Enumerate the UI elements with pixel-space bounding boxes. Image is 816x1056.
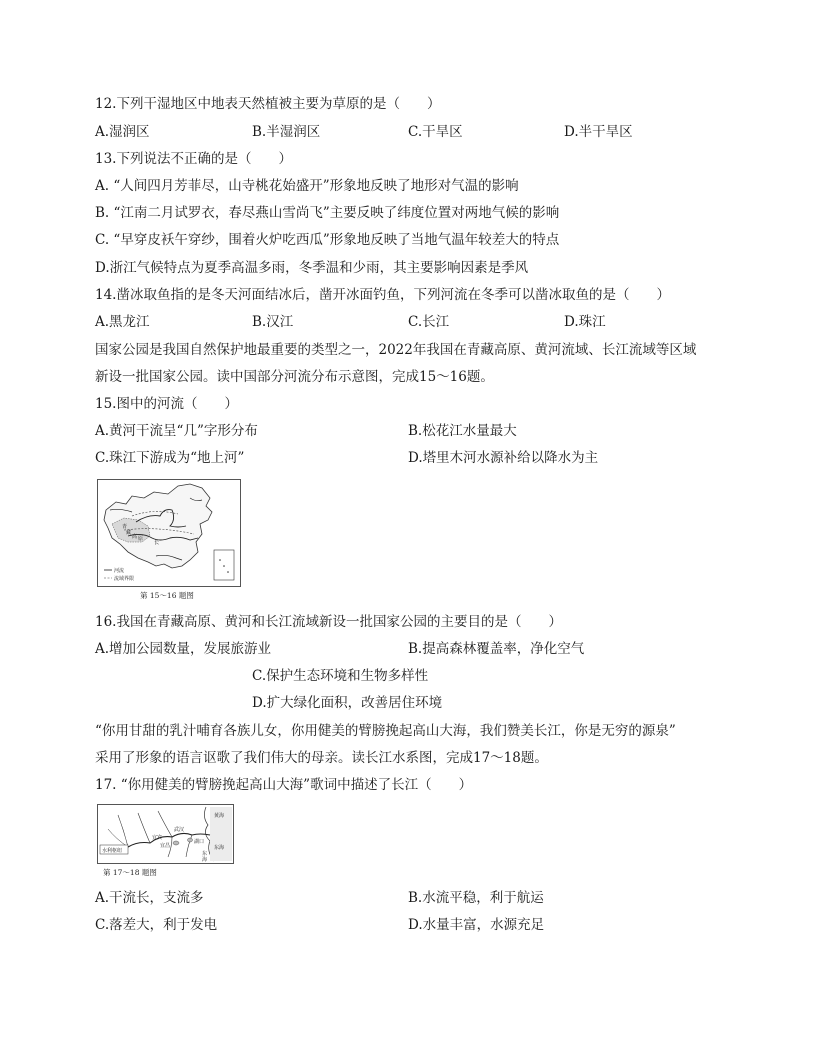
yangtze-system-map: [97, 804, 234, 864]
map2-label-hukou: 湖口: [194, 839, 205, 845]
map1-caption: 第 15～16 题图: [140, 591, 194, 600]
q16-option-d: D.扩大绿化面积，改善居住环境: [252, 695, 443, 711]
map2-label-wuhan: 武汉: [174, 827, 185, 833]
q12-option-c: C.干旱区: [408, 124, 463, 140]
q16-option-a: A.增加公园数量，发展旅游业: [95, 641, 272, 657]
intro-15-line-2: 新设一批国家公园。读中国部分河流分布示意图，完成15～16题。: [95, 369, 494, 385]
map2-label-yichang: 宜昌: [160, 843, 171, 849]
q13-option-c: C. “早穿皮袄午穿纱，围着火炉吃西瓜”形象地反映了当地气温年较差大的特点: [95, 232, 560, 248]
q14-option-b: B.汉江: [252, 314, 294, 330]
q13-option-a: A. “人间四月芳菲尽，山寺桃花始盛开”形象地反映了地形对气温的影响: [95, 178, 519, 194]
q13-stem: 13.下列说法不正确的是（ ）: [95, 151, 292, 167]
q14-option-a: A.黑龙江: [95, 314, 150, 330]
q14-option-d: D.珠江: [564, 314, 606, 330]
map2-label-dam: 水利枢纽: [102, 848, 123, 854]
q17-option-c: C.落差大，利于发电: [95, 917, 218, 933]
map2-label-east: 东: [202, 851, 208, 857]
q12-stem: 12.下列干湿地区中地表天然植被主要为草原的是（ ）: [95, 96, 441, 112]
q17-option-b: B.水流平稳，利于航运: [408, 890, 544, 906]
q16-stem: 16.我国在青藏高原、黄河和长江流域新设一批国家公园的主要目的是（ ）: [95, 614, 562, 630]
map1-legend-boundary: 流域界限: [114, 576, 135, 582]
china-rivers-map: [97, 479, 241, 587]
map2-caption: 第 17～18 题图: [103, 868, 157, 877]
q15-option-a: A.黄河干流呈“几”字形分布: [95, 423, 258, 439]
q13-option-b: B. “江南二月试罗衣，春尽燕山雪尚飞”主要反映了纬度位置对两地气候的影响: [95, 205, 560, 221]
q14-option-c: C.长江: [408, 314, 450, 330]
map1-label-0: 青: [122, 524, 128, 530]
q17-stem: 17. “你用健美的臂膀挽起高山大海”歌词中描述了长江（ ）: [95, 777, 473, 793]
map2-label-yibin: 宜宾: [152, 835, 163, 841]
map1-label-2: 高: [132, 534, 138, 540]
q15-stem: 15.图中的河流（ ）: [95, 396, 238, 412]
q14-stem: 14.凿冰取鱼指的是冬天河面结冰后，凿开冰面钓鱼，下列河流在冬季可以凿冰取鱼的是（ ）: [95, 287, 670, 303]
q12-option-a: A.湿润区: [95, 124, 150, 140]
map1-label-4: 长: [154, 540, 160, 546]
q16-option-c: C.保护生态环境和生物多样性: [252, 668, 429, 684]
q15-option-d: D.塔里木河水源补给以降水为主: [408, 450, 599, 466]
q17-option-d: D.水量丰富，水源充足: [408, 917, 545, 933]
q12-option-d: D.半干旱区: [564, 124, 633, 140]
intro-17-line-1: “你用甘甜的乳汁哺育各族儿女，你用健美的臂膀挽起高山大海，我们赞美长江，你是无穷的源泉”: [95, 723, 676, 739]
q13-option-d: D.浙江气候特点为夏季高温多雨，冬季温和少雨，其主要影响因素是季风: [95, 260, 529, 276]
map1-label-3: 原: [138, 536, 144, 542]
map1-legend-river: 河流: [114, 568, 125, 574]
q12-option-b: B.半湿润区: [252, 124, 321, 140]
map2-label-east-sea: 东海: [214, 845, 225, 851]
q15-option-b: B.松花江水量最大: [408, 423, 517, 439]
q17-option-a: A.干流长，支流多: [95, 890, 204, 906]
map1-label-1: 藏: [126, 530, 132, 536]
map2-label-yellow-sea: 黄海: [214, 813, 225, 819]
q15-option-c: C.珠江下游成为“地上河”: [95, 450, 245, 466]
map2-label-sea: 海: [202, 857, 208, 863]
intro-15-line-1: 国家公园是我国自然保护地最重要的类型之一，2022年我国在青藏高原、黄河流域、长江流域等区域: [95, 342, 697, 358]
q16-option-b: B.提高森林覆盖率，净化空气: [408, 641, 585, 657]
intro-17-line-2: 采用了形象的语言讴歌了我们伟大的母亲。读长江水系图，完成17～18题。: [95, 750, 548, 766]
